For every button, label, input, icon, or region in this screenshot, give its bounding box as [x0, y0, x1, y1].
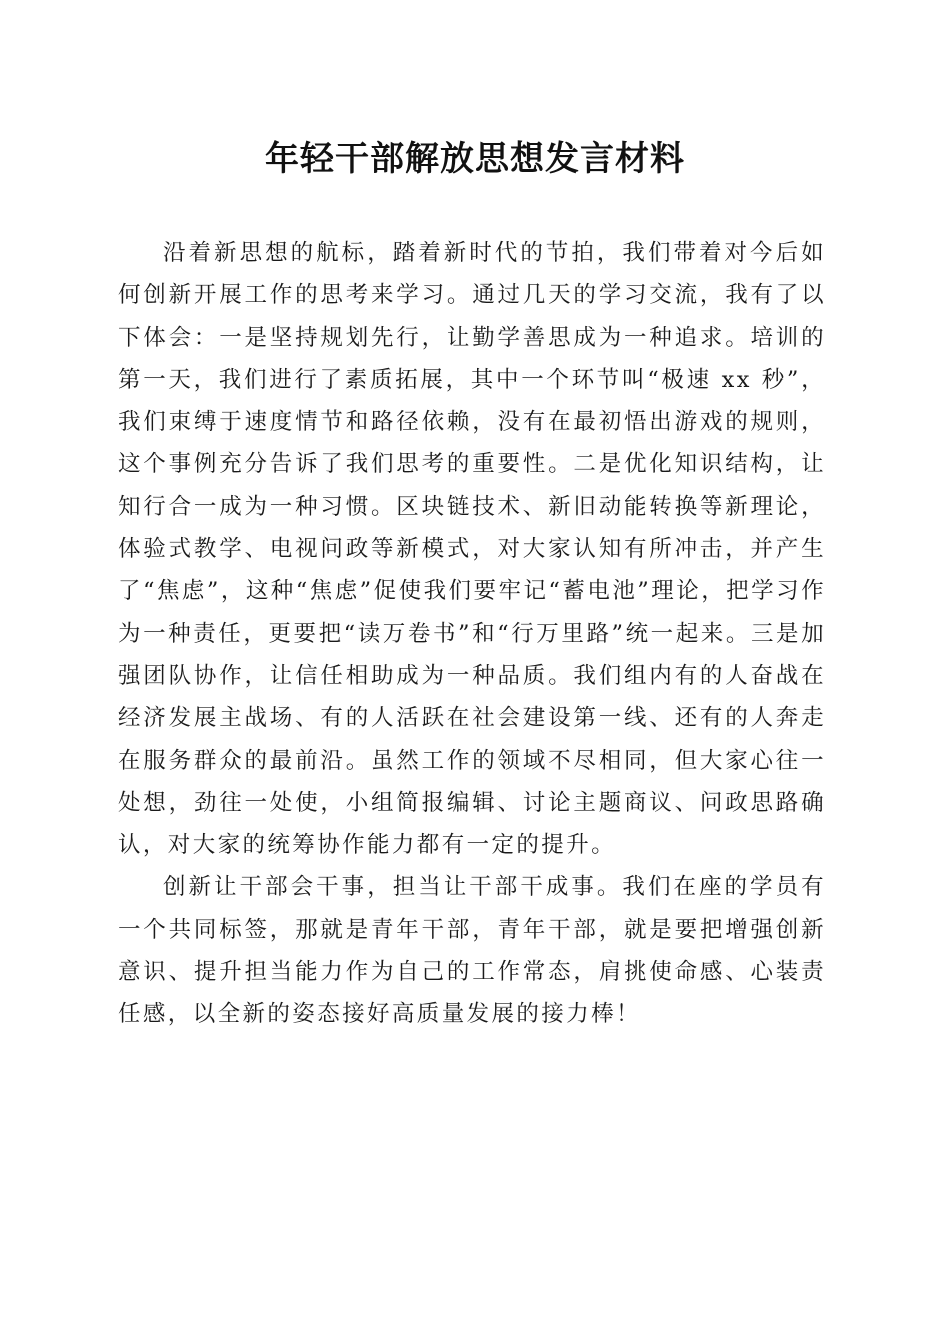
paragraph-1: 沿着新思想的航标，踏着新时代的节拍，我们带着对今后如何创新开展工作的思考来学习。通过几天的学习交流，我有了以下体会：一是坚持规划先行，让勤学善思成为一种追求。培训的第一天，我们进行了素质拓展，其中一个环节叫“极速 xx 秒”，我们束缚于速度情节和路径依赖，没有在最初悟出游戏的规则，这个事例充分告诉了我们思考的重要性。二是优化知识结构，让知行合一成为一种习惯。区块链技术、新旧动能转换等新理论，体验式教学、电视问政等新模式，对大家认知有所冲击，并产生了“焦虑”，这种“焦虑”促使我们要牢记“蓄电池”理论，把学习作为一种责任，更要把“读万卷书”和“行万里路”统一起来。三是加强团队协作，让信任相助成为一种品质。我们组内有的人奋战在经济发展主战场、有的人活跃在社会建设第一线、还有的人奔走在服务群众的最前沿。虽然工作的领域不尽相同，但大家心往一处想，劲往一处使，小组简报编辑、讨论主题商议、问政思路确认，对大家的统筹协作能力都有一定的提升。: [118, 240, 826, 859]
document-body: [118, 232, 826, 1036]
document-title: 年轻干部解放思想发言材料: [265, 139, 685, 179]
paragraph-2: 创新让干部会干事，担当让干部干成事。我们在座的学员有一个共同标签，那就是青年干部，青年干部，就是要把增强创新意识、提升担当能力作为自己的工作常态，肩挑使命感、心装责任感，以全新的姿态接好高质量发展的接力棒！: [118, 874, 826, 1028]
